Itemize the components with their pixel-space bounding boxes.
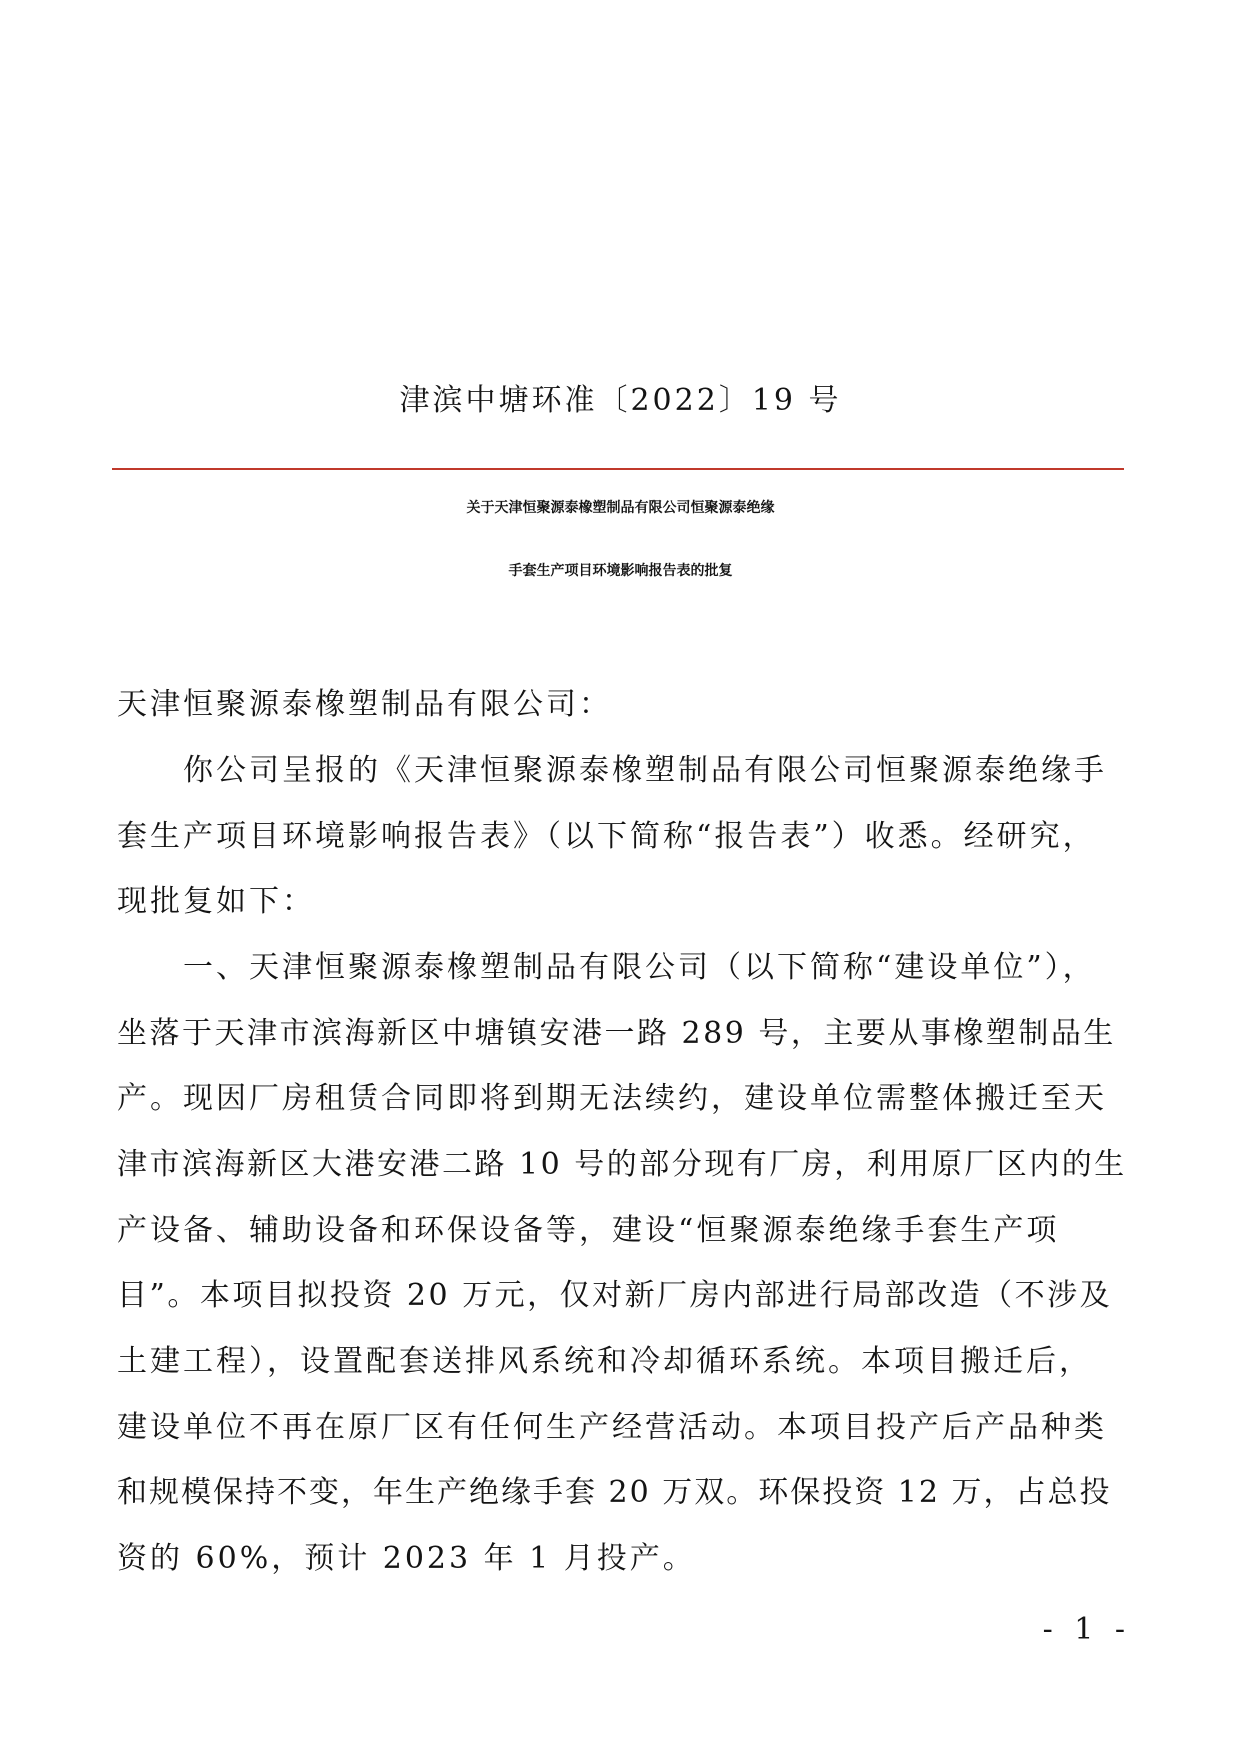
body-line: 目”。本项目拟投资 20 万元，仅对新厂房内部进行局部改造（不涉及 <box>117 1278 1113 1313</box>
body-line: 现批复如下： <box>117 884 315 919</box>
body-line: 你公司呈报的《天津恒聚源泰橡塑制品有限公司恒聚源泰绝缘手 <box>117 753 1107 788</box>
body-line: 建设单位不再在原厂区有任何生产经营活动。本项目投产后产品种类 <box>117 1410 1107 1445</box>
document-title-line-1: 关于天津恒聚源泰橡塑制品有限公司恒聚源泰绝缘 <box>466 500 775 516</box>
document-number: 津滨中塘环准〔2022〕19 号 <box>399 383 842 418</box>
page-number: - 1 - <box>1042 1612 1131 1647</box>
body-line: 和规模保持不变，年生产绝缘手套 20 万双。环保投资 12 万，占总投 <box>117 1475 1112 1510</box>
salutation: 天津恒聚源泰橡塑制品有限公司： <box>117 687 612 722</box>
body-line: 产设备、辅助设备和环保设备等，建设“恒聚源泰绝缘手套生产项 <box>117 1213 1060 1248</box>
body-line: 产。现因厂房租赁合同即将到期无法续约，建设单位需整体搬迁至天 <box>117 1081 1107 1116</box>
body-line: 津市滨海新区大港安港二路 10 号的部分现有厂房，利用原厂区内的生 <box>117 1147 1127 1182</box>
body-line: 套生产项目环境影响报告表》（以下简称“报告表”）收悉。经研究， <box>117 819 1096 854</box>
body-line: 土建工程），设置配套送排风系统和冷却循环系统。本项目搬迁后， <box>117 1344 1092 1379</box>
body-line: 坐落于天津市滨海新区中塘镇安港一路 289 号，主要从事橡塑制品生 <box>117 1016 1116 1051</box>
document-title-line-2: 手套生产项目环境影响报告表的批复 <box>508 563 733 579</box>
body-line: 资的 60%，预计 2023 年 1 月投产。 <box>117 1541 696 1576</box>
red-divider-line <box>112 468 1124 470</box>
body-line: 一、天津恒聚源泰橡塑制品有限公司（以下简称“建设单位”）， <box>117 950 1096 985</box>
